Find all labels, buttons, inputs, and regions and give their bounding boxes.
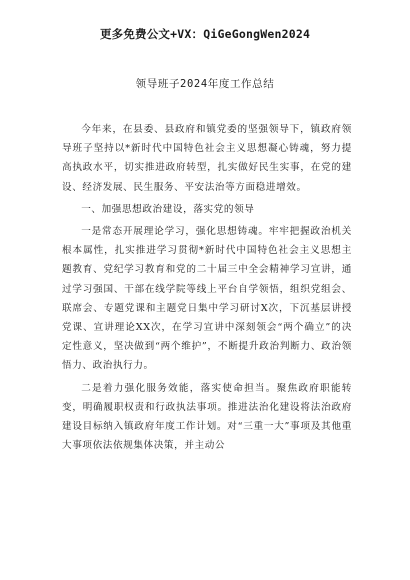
section-heading: 一、加强思想政治建设，落实党的领导 (81, 203, 255, 215)
header-banner: 更多免费公文+VX：QiGeGongWen2024 (99, 27, 311, 41)
section-paragraph-2: 二是着力强化服务效能，落实使命担当。聚焦政府职能转变，明确履职权责和行政执法事项。推进法治化建设将法治政府建设目标纳入镇政府年度工作计划。对“三重一大”事项及其他重大事项依法依规集体决策，并主动公 (62, 382, 352, 452)
intro-paragraph: 今年来，在县委、县政府和镇党委的坚强领导下，镇政府领导班子坚持以*新时代中国特色社会主义思想凝心铸魂，努力提高执政水平，切实推进政府转型，扎实做好民生实事，在党的建设、经济发展、民生服务、平安法治等方面稳进增效。 (62, 124, 352, 193)
document-body (62, 120, 352, 458)
section-paragraph-1: 一是常态开展理论学习，强化思想铸魂。牢牢把握政治机关根本属性，扎实推进学习贯彻*新时代中国特色社会主义思想主题教育、党纪学习教育和党的二十届三中全会精神学习宣讲，通过学习强国、干部在线学院等线上平台自学领悟，组织党组会、联席会、专题党课和主题党日集中学习研讨X次，下沉基层讲授党课、宣讲理论XX次，在学习宣讲中深刻领会“两个确立”的决定性意义，坚决做到“两个维护”，不断提升政治判断力、政治领悟力、政治执行力。 (62, 226, 352, 372)
document-title: 领导班子2024年度工作总结 (135, 78, 275, 90)
